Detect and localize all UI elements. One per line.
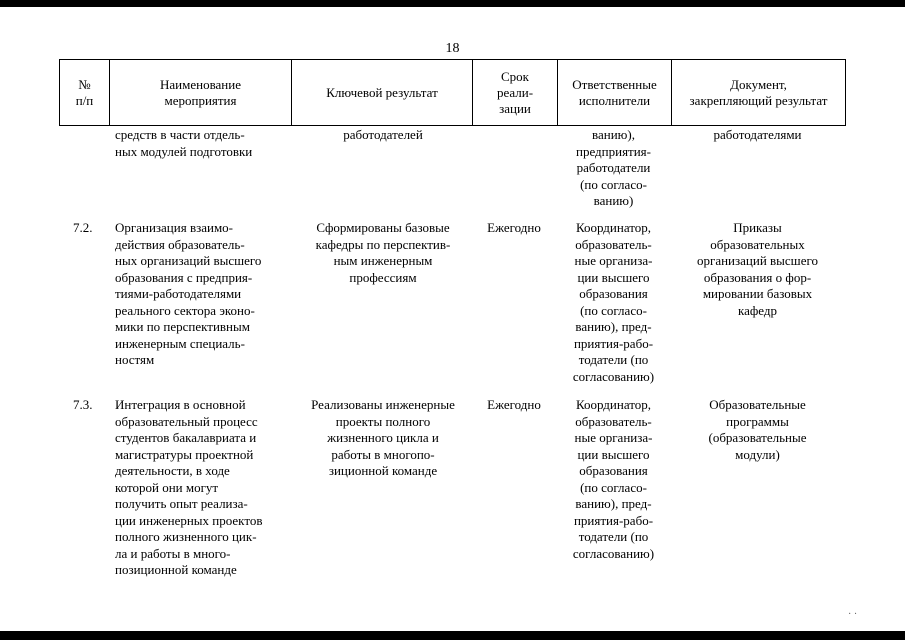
row-number: 7.2. [73, 220, 93, 235]
row-responsible: Координатор, образователь- ные организа- ции высшего образования (по согласо- ванию), пред- приятия-рабо- тодатели (по согласованию) [572, 220, 655, 384]
header-number: № п/п [75, 76, 94, 108]
row-term: Ежегодно [487, 397, 541, 412]
row-responsible: Координатор, образователь- ные организа- ции высшего образования (по согласо- ванию), пред- приятия-рабо- тодатели (по согласованию) [572, 397, 655, 561]
row-activity-name: Интеграция в основной образовательный процесс студентов бакалавриата и магистратуры проектной деятельности, в ходе которой они могут получить опыт реализа- ции инженерных проектов полного жизненного цик- ла и работы в много- позиционной команде [115, 397, 263, 577]
table-header [59, 59, 846, 126]
row-key-result: Сформированы базовые кафедры по перспектив- ным инженерным профессиям [315, 220, 451, 285]
bottom-border-bar [0, 631, 905, 640]
row-document: Образовательные программы (образовательные модули) [708, 397, 807, 462]
header-term: Срок реали- зации [496, 68, 534, 116]
row-key-result: Реализованы инженерные проекты полного жизненного цикла и работы в многопо- зиционной команде [311, 397, 455, 478]
row-activity-name: средств в части отдель- ных модулей подготовки [115, 127, 253, 159]
row-responsible: ванию), предприятия- работодатели (по согласо- ванию) [575, 127, 651, 208]
row-document: работодателями [713, 127, 802, 142]
header-document: Документ, закрепляющий результат [689, 76, 828, 108]
scan-specks: · · [848, 609, 858, 620]
top-border-bar [0, 0, 905, 7]
header-activity-name: Наименование мероприятия [160, 76, 241, 108]
row-number: 7.3. [73, 397, 93, 412]
header-responsible: Ответственные исполнители [572, 76, 657, 108]
row-key-result: работодателей [343, 127, 423, 142]
row-activity-name: Организация взаимо- действия образователь- ных организаций высшего образования с предприя- тиями-работодателями реального сектора эконо- мики по перспективным инженерным специаль- ностям [115, 220, 262, 367]
row-document: Приказы образовательных организаций высшего образования о фор- мировании базовых кафедр [697, 220, 818, 318]
page-number: 18 [445, 41, 460, 56]
header-key-result: Ключевой результат [326, 84, 438, 100]
row-term: Ежегодно [487, 220, 541, 235]
